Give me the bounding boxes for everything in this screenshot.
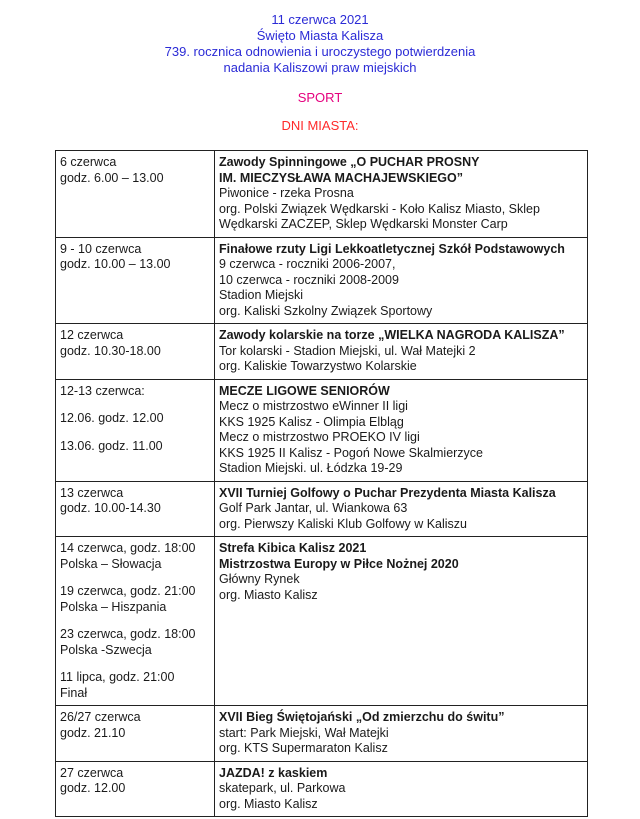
match-name: Polska -Szwecja — [60, 642, 152, 657]
events-table — [55, 150, 588, 817]
match-name: Finał — [60, 685, 88, 700]
event-date-cell — [56, 151, 215, 238]
event-detail: Mecz o mistrzostwo PROEKO IV ligi — [219, 430, 420, 444]
event-date: 13 czerwca — [60, 485, 124, 500]
event-title: XVII Bieg Świętojański „Od zmierzchu do świtu” — [219, 710, 505, 724]
header-anniversary: 739. rocznica odnowienia i uroczystego potwierdzenia — [164, 44, 476, 59]
event-title: XVII Turniej Golfowy o Puchar Prezydenta Miasta Kalisza — [219, 485, 556, 500]
event-title: Finałowe rzuty Ligi Lekkoatletycznej Szkół Podstawowych — [219, 241, 565, 256]
event-title: MECZE LIGOWE SENIORÓW — [219, 383, 390, 398]
event-detail: org. Pierwszy Kaliski Klub Golfowy w Kaliszu — [219, 516, 467, 531]
header-date: 11 czerwca 2021 — [271, 12, 369, 27]
event-time: godz. 6.00 – 13.00 — [60, 170, 164, 185]
event-detail: Piwonice - rzeka Prosna — [219, 186, 354, 200]
table-row — [56, 379, 588, 481]
event-date-cell — [56, 761, 215, 817]
header-title: Święto Miasta Kalisza — [256, 28, 384, 43]
event-time: 13.06. godz. 11.00 — [60, 438, 163, 453]
event-title: Zawody kolarskie na torze „WIELKA NAGRODA KALISZA” — [219, 328, 565, 342]
event-date-cell — [56, 324, 215, 380]
event-date-cell — [56, 706, 215, 762]
document-header — [0, 0, 640, 134]
event-title: Strefa Kibica Kalisz 2021 — [219, 541, 367, 555]
event-detail: Mecz o mistrzostwo eWinner II ligi — [219, 399, 408, 413]
event-detail: org. Miasto Kalisz — [219, 587, 318, 602]
event-detail: KKS 1925 II Kalisz - Pogoń Nowe Skalmierzyce — [219, 445, 484, 460]
event-detail: Stadion Miejski — [219, 288, 304, 302]
event-date-cell — [56, 481, 215, 537]
event-date: 6 czerwca — [60, 155, 117, 169]
event-detail: start: Park Miejski, Wał Matejki — [219, 725, 389, 740]
event-detail: 10 czerwca - roczniki 2008-2009 — [219, 272, 399, 287]
event-detail: Tor kolarski - Stadion Miejski, ul. Wał Matejki 2 — [219, 343, 476, 358]
event-title: Zawody Spinningowe „O PUCHAR PROSNY — [219, 155, 480, 169]
event-details-cell — [215, 537, 588, 706]
table-row — [56, 481, 588, 537]
event-time: godz. 10.00 – 13.00 — [60, 257, 171, 271]
event-details-cell — [215, 237, 588, 324]
event-details-cell — [215, 324, 588, 380]
event-date-cell — [56, 379, 215, 481]
event-detail: Stadion Miejski. ul. Łódzka 19-29 — [219, 461, 403, 475]
event-time: 12.06. godz. 12.00 — [60, 411, 164, 425]
event-detail: org. Polski Związek Wędkarski - Koło Kalisz Miasto, Sklep — [219, 201, 540, 216]
event-detail: Wędkarski ZACZEP, Sklep Wędkarski Monster Carp — [219, 217, 508, 231]
table-row — [56, 537, 588, 706]
event-detail: KKS 1925 Kalisz - Olimpia Elbląg — [219, 414, 404, 429]
event-details-cell — [215, 151, 588, 238]
event-detail: Główny Rynek — [219, 572, 300, 586]
match-name: Polska – Hiszpania — [60, 599, 167, 614]
event-date: 26/27 czerwca — [60, 710, 141, 724]
event-detail: org. Miasto Kalisz — [219, 796, 318, 811]
event-detail: skatepark, ul. Parkowa — [219, 781, 346, 795]
section-dni-miasta-heading: DNI MIASTA: — [281, 118, 359, 133]
table-row — [56, 761, 588, 817]
event-details-cell — [215, 481, 588, 537]
event-detail: org. Kaliski Szkolny Związek Sportowy — [219, 303, 433, 318]
event-detail: Golf Park Jantar, ul. Wiankowa 63 — [219, 501, 408, 515]
table-row — [56, 706, 588, 762]
event-details-cell — [215, 379, 588, 481]
event-title: JAZDA! z kaskiem — [219, 765, 328, 780]
table-row — [56, 151, 588, 238]
table-row — [56, 237, 588, 324]
event-detail: 9 czerwca - roczniki 2006-2007, — [219, 257, 396, 271]
event-date: 11 lipca, godz. 21:00 — [60, 670, 175, 684]
event-date: 14 czerwca, godz. 18:00 — [60, 541, 196, 555]
section-sport-heading: SPORT — [297, 90, 343, 105]
event-details-cell — [215, 706, 588, 762]
table-row — [56, 324, 588, 380]
match-name: Polska – Słowacja — [60, 556, 162, 571]
event-date: 9 - 10 czerwca — [60, 241, 142, 256]
event-date: 27 czerwca — [60, 765, 124, 780]
event-date: 19 czerwca, godz. 21:00 — [60, 584, 196, 598]
event-time: godz. 10.30-18.00 — [60, 343, 161, 358]
event-date: 12 czerwca — [60, 328, 124, 342]
event-title: IM. MIECZYSŁAWA MACHAJEWSKIEGO” — [219, 170, 463, 185]
header-anniversary-cont: nadania Kaliszowi praw miejskich — [223, 60, 417, 75]
event-time: godz. 21.10 — [60, 725, 126, 740]
event-title: Mistrzostwa Europy w Piłce Nożnej 2020 — [219, 556, 459, 571]
event-date: 12-13 czerwca: — [60, 383, 145, 398]
event-detail: org. Kaliskie Towarzystwo Kolarskie — [219, 359, 417, 373]
event-date-cell — [56, 237, 215, 324]
event-detail: org. KTS Supermaraton Kalisz — [219, 741, 388, 755]
event-date-cell — [56, 537, 215, 706]
event-details-cell — [215, 761, 588, 817]
event-date: 23 czerwca, godz. 18:00 — [60, 627, 196, 641]
event-time: godz. 12.00 — [60, 781, 126, 795]
event-time: godz. 10.00-14.30 — [60, 501, 161, 515]
